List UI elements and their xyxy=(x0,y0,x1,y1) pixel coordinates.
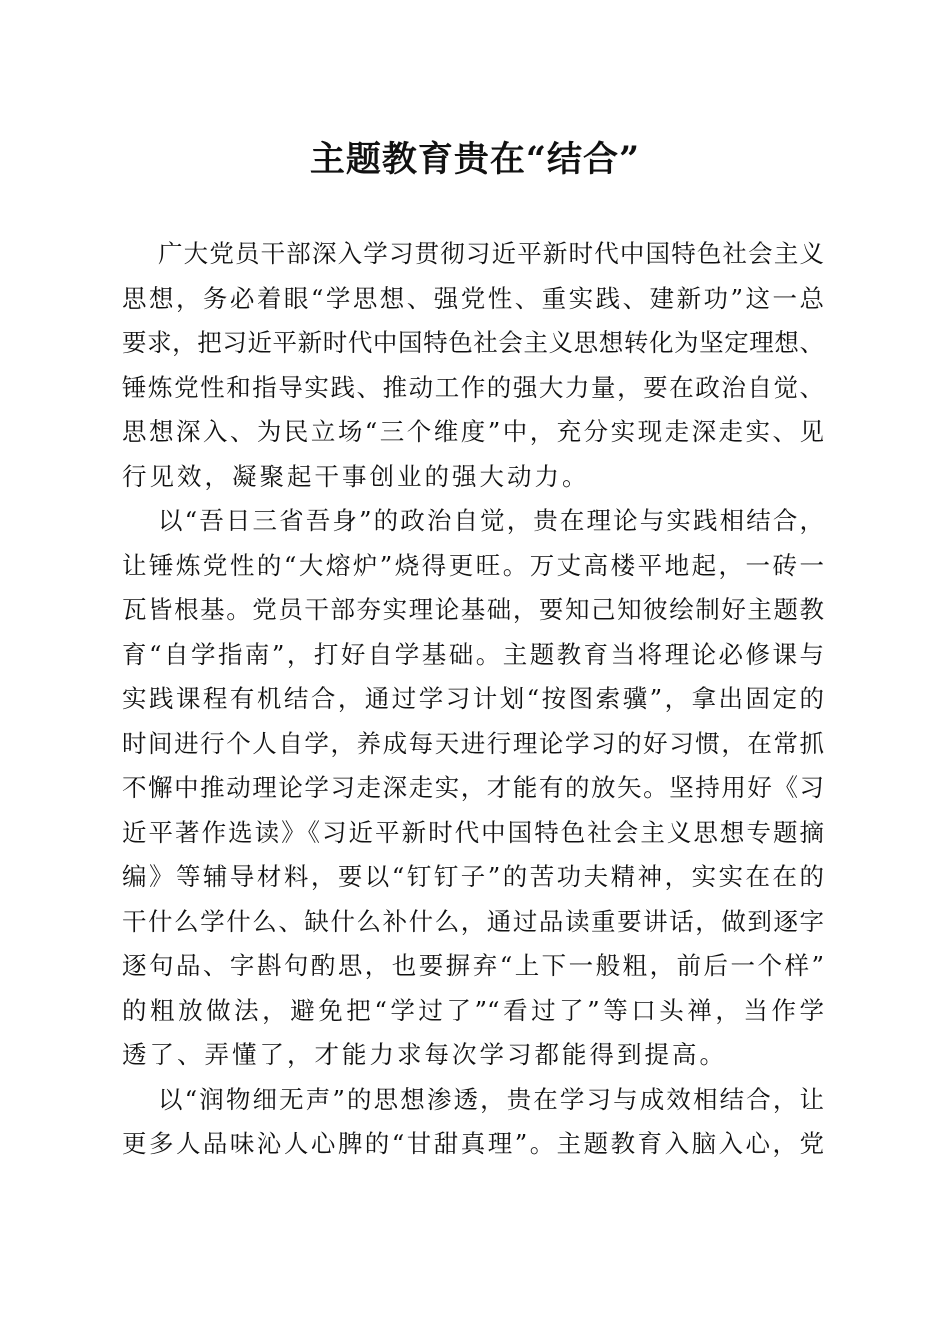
text-line: 思想深入、为民立场“三个维度”中，充分实现走深走实、见 xyxy=(122,417,824,446)
text-line: 瓦皆根基。党员干部夯实理论基础，要知己知彼绘制好主题教 xyxy=(122,595,824,624)
text-line: 思想，务必着眼“学思想、强党性、重实践、建新功”这一总 xyxy=(122,283,824,313)
text-line: 时间进行个人自学，养成每天进行理论学习的好习惯，在常抓 xyxy=(122,728,824,758)
text-line: 以“吾日三省吾身”的政治自觉，贵在理论与实践相结合， xyxy=(158,506,824,535)
text-line: 广大党员干部深入学习贯彻习近平新时代中国特色社会主义 xyxy=(158,239,824,268)
text-line: 不懈中推动理论学习走深走实，才能有的放矢。坚持用好《习 xyxy=(122,773,824,802)
text-line: 更多人品味沁人心脾的“甘甜真理”。主题教育入脑入心，党 xyxy=(122,1129,824,1158)
text-line: 以“润物细无声”的思想渗透，贵在学习与成效相结合，让 xyxy=(158,1084,824,1114)
text-line: 让锤炼党性的“大熔炉”烧得更旺。万丈高楼平地起，一砖一 xyxy=(122,550,824,580)
document-body xyxy=(122,232,824,1167)
text-line: 要求，把习近平新时代中国特色社会主义思想转化为坚定理想、 xyxy=(122,328,824,357)
text-line: 透了、弄懂了，才能力求每次学习都能得到提高。 xyxy=(122,1040,727,1069)
text-line: 行见效，凝聚起干事创业的强大动力。 xyxy=(122,461,590,491)
paragraph-3 xyxy=(122,1078,824,1167)
text-line: 逐句品、字斟句酌思，也要摒弃“上下一般粗，前后一个样” xyxy=(122,951,824,980)
text-line: 干什么学什么、缺什么补什么，通过品读重要讲话，做到逐字 xyxy=(122,906,824,936)
text-line: 锤炼党性和指导实践、推动工作的强大力量，要在政治自觉、 xyxy=(122,372,824,402)
document-title: 主题教育贵在“结合” xyxy=(309,139,641,180)
text-line: 近平著作选读》《习近平新时代中国特色社会主义思想专题摘 xyxy=(122,817,824,847)
paragraph-2 xyxy=(122,499,824,1078)
text-line: 育“自学指南”，打好自学基础。主题教育当将理论必修课与 xyxy=(122,639,824,669)
paragraph-1 xyxy=(122,232,824,499)
text-line: 编》等辅导材料，要以“钉钉子”的苦功夫精神，实实在在的 xyxy=(122,862,824,891)
text-line: 实践课程有机结合，通过学习计划“按图索骥”，拿出固定的 xyxy=(122,684,824,713)
text-line: 的粗放做法，避免把“学过了”“看过了”等口头禅，当作学 xyxy=(122,995,824,1025)
